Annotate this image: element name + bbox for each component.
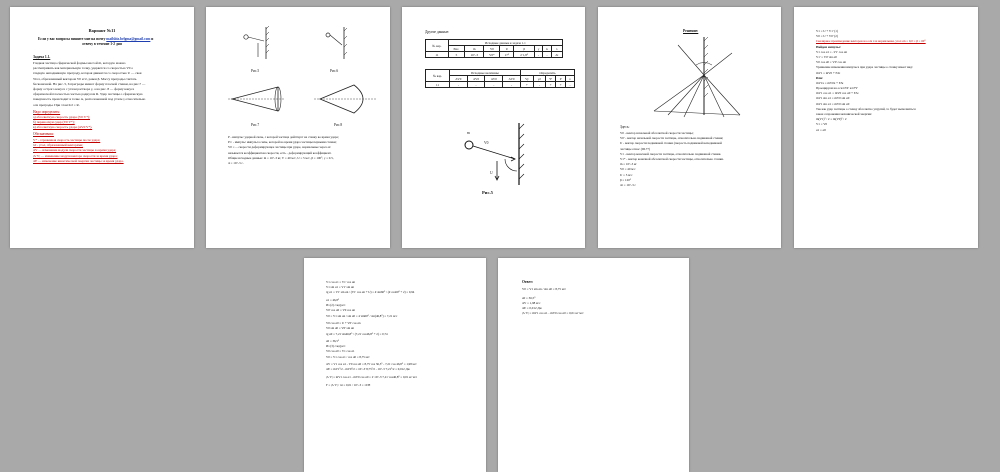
solution-heading: Решение:: [683, 29, 699, 33]
equation-line: mV1 = mV0 + FΔt: [816, 70, 841, 75]
equation-line: V1 cos α1 = -V1' cos αn: [816, 49, 848, 54]
legend-line: V1 - вектор конечной скорости частицы, относительно подвижной стенки.: [620, 151, 722, 156]
find-item: а) абсолютную скорость удара (V0 V*);: [33, 115, 90, 119]
equation-line: mV1 sin α1 = mV0 sin α0: [816, 101, 850, 106]
equation-line: V1 cos α1 = V1' cos αn: [326, 280, 356, 284]
table-cell: 2·1,8°: [514, 52, 534, 58]
task-line: Угол, образованный вектором V0 и U, равен β. Массу преграды считать: [33, 76, 137, 81]
equation-line: mV1 sin α1 = mV0 sin α0: [816, 96, 850, 101]
legend-line: β = 120°: [620, 177, 632, 182]
equation-line: Найдем импульс:: [816, 44, 842, 49]
equation-line: V1' = V0' sin α0: [816, 54, 837, 59]
solution-legend: [620, 131, 724, 188]
text-line: Δ = 10^-3 с.: [228, 160, 244, 165]
page-2-text: [228, 135, 339, 166]
answer-line: V0 = V1 sin αn / sin α0 = 8,75 м/с: [522, 287, 567, 291]
text-line: P∞ - импульс импульса силы, которой во время удара частицы первыми стенки;: [228, 140, 337, 145]
table-cell: Ψ: [545, 76, 556, 82]
equation-line: Так как удар частицы о стенку абсолютно упругий, то будет выполняться: [816, 106, 916, 111]
table-cell: ΔV0: [449, 76, 467, 82]
figure-7: [228, 79, 284, 119]
answer-line: ΔV = 1,98 м/с: [522, 300, 541, 305]
table-cell: β: [514, 46, 534, 52]
answer-heading: Ответ:: [522, 280, 534, 284]
equation-line: V0 cos α0 = U + V0' cos αn: [326, 321, 361, 326]
legend-line: U - вектор скорости подвижной стенки (скорость подвижной неподвижной: [620, 141, 722, 146]
table-cell: U: [500, 46, 514, 52]
text-line: называется коэффициентом скорости, есть - деформирующий коэффициент.: [228, 150, 332, 155]
page-3-heading: Другие данные:: [425, 30, 450, 34]
equation-line: Из (3) следует:: [326, 344, 346, 349]
equation-line: V1 = V0: [816, 122, 828, 127]
answer-line: ΔE = 0,012 Дж: [522, 305, 542, 310]
table-cell: +: [520, 82, 533, 88]
task-text: [33, 61, 145, 108]
task-line: гладкую неподвижную преграду, которая движется со скоростью U — своя: [33, 71, 142, 76]
figure-8: [314, 79, 376, 119]
page-title: Вариант №11: [88, 28, 116, 33]
equation-line: Уравнение изменения импульса при ударе частицы о стенку имеет вид:: [816, 65, 913, 70]
table-required-data: [425, 69, 575, 88]
equation-line: V0 sin α0 = V0' sin αn: [326, 326, 355, 331]
table-cell: -: [543, 52, 552, 58]
notation-item: |Δ·V| — изменение модуля вектора скорости за время удара;: [33, 153, 118, 158]
table-cell: 11: [426, 82, 450, 88]
table-cell: 17°: [500, 52, 514, 58]
legend-line: частицы относ (III.77): [620, 146, 651, 151]
table-cell: V0*: [484, 52, 500, 58]
figure-8-caption: Рис.8: [334, 123, 343, 127]
figure-6: [318, 25, 358, 65]
equation-line: V0 cos α0 = V0' cos αn: [816, 60, 846, 65]
table-cell: 10^-3: [465, 52, 484, 58]
text-line: P - импульс ударной силы, с которой частица действует на стенку во время удара;: [228, 135, 339, 139]
figure-6-caption: Рис.6: [330, 69, 339, 73]
velocity-diagram: [648, 35, 748, 120]
task-line: поверхность происходит в точке A, расположенной под углом γ относительно: [33, 97, 146, 102]
table-cell: λ: [551, 46, 562, 52]
equation-line: α0 = 36,5°: [326, 339, 340, 344]
equation-line: ΔE = mV1²/2 - mV0²/2 = 10^-3·8,75²/2 - 10^-3·7,21²/2 = 0,012 Дж: [326, 367, 410, 372]
table-cell: ΔV0: [467, 76, 485, 82]
answer-list: [522, 287, 584, 316]
table-cell: Vy: [520, 76, 533, 82]
table-group-header: Определить: [520, 70, 574, 76]
equation-line: V0 cos α0 = V1 cos α1: [326, 349, 355, 354]
figure-5-caption: Рис.5: [251, 69, 260, 73]
table-cell: V0: [484, 46, 500, 52]
page-5-equations: [816, 29, 926, 133]
legend-line: V0' - вектор начальной скорости частицы, относительно подвижной стенки;: [620, 136, 724, 141]
figure-7-caption: Рис.7: [251, 123, 260, 127]
text-line: V0 = ... скорости деформирующее частицы при ударе, нормальные через её: [228, 145, 331, 150]
equation-line: tg α1 = V1' sin αn / (V1' cos αn + U) = 4·sin60° / (4·cos60° + 2) = 0,94: [326, 290, 415, 295]
document-page-7: [498, 258, 689, 472]
figure-velocity-label: V0: [484, 141, 489, 145]
table-cell: ΔV0: [485, 76, 503, 82]
table-cell: ΔV0: [503, 76, 521, 82]
equation-line: F = |Δ·V| / Δt = 0,01 / 10^-3 = 10 Н: [326, 382, 371, 387]
table-cell: -: [449, 82, 467, 88]
table-group-header: Исходные величины: [449, 70, 520, 76]
table-cell: k: [543, 46, 552, 52]
page-6-equations: [326, 280, 417, 388]
contact-line-2: отвечу в течение 1-2 дня: [82, 42, 122, 46]
legend-line: V0 - вектор начальной абсолютной скорости частицы;: [620, 131, 694, 135]
equation-line: V0 = V1 sin αn / sin α0 = 4·sin60° / sin(46,8°) = 7,21 м/с: [326, 313, 398, 318]
table-cell: m: [465, 46, 484, 52]
find-list: [33, 115, 92, 131]
notation-item: λ0 - угол, образованный векторами;: [33, 143, 83, 148]
table-cell: -: [485, 82, 503, 88]
table-cell: № вар.: [426, 40, 449, 52]
table-cell: +: [556, 82, 566, 88]
solution-legend-heading: Здесь:: [620, 125, 630, 129]
answer-line: |Δ·V| = mV1 cos α1 - mV0 cos α0 = 0,01 кг·м/с: [522, 311, 584, 316]
table-cell: γ2: [533, 76, 545, 82]
legend-line: V0 = 40 м/с: [620, 167, 636, 172]
figure-wall-velocity-label: U: [490, 171, 493, 175]
notation-item: V* - отраженная скорость частицы после удара;: [33, 138, 101, 142]
notation-heading: Обозначения:: [33, 132, 54, 136]
table-cell: № вар.: [426, 70, 450, 82]
equation-line: Скалярное произведение векторов на оси x и нормальная, угол αn = 0,0 = β = 60°: [816, 39, 926, 44]
figure-caption: Рис.5: [482, 190, 493, 195]
task-line: бесконечной. На рис. 5, 6 преграды имеют форму плоской стенки, на рис.7 —: [33, 81, 146, 86]
table-group-header: Исходные данные к задаче 1.1: [448, 40, 562, 46]
figure-5-large: [457, 119, 537, 189]
task-line: Гладкая частица сферической формы массой m, которую можно: [33, 61, 126, 65]
document-page-4: [598, 7, 781, 248]
table-input-data: [425, 39, 563, 58]
equation-line: Проецируем на оси O'X' и O'Y': [816, 86, 858, 91]
table-cell: -: [467, 82, 485, 88]
equation-line: V0' cos α0 = V0 cos αn: [326, 308, 356, 313]
task-heading: Задача 1.1.: [33, 55, 51, 59]
equation-line: Или:: [816, 75, 824, 80]
equation-line: α1 = 46,8°: [326, 297, 340, 302]
table-cell: 5: [448, 52, 464, 58]
table-cell: +: [545, 82, 556, 88]
equation-line: ΔV = V1 cos α1 - V0 cos α0 = 8,75·cos 36,5° - 7,21·cos 46,8° = 1,98 м/с: [326, 362, 417, 367]
table-cell: P: [556, 76, 566, 82]
equation-line: V0 = V1 cos α1 / cos α0 = 8,75 м/с: [326, 354, 370, 359]
legend-line: m = 10^-3 кг: [620, 162, 637, 167]
table-cell: γ: [534, 46, 542, 52]
find-heading: Надо определить:: [33, 110, 61, 114]
equation-line: mV1x = mV0x + FΔt: [816, 80, 844, 85]
table-cell: -: [533, 82, 545, 88]
table-cell: -: [503, 82, 521, 88]
table-cell: Рис.: [448, 46, 464, 52]
document-page-6: [304, 258, 486, 472]
email-link[interactable]: mailsbiz.belgma@gmail.com: [106, 37, 151, 41]
document-page-2: [206, 7, 390, 248]
table-cell: Δt: [551, 52, 562, 58]
table-cell: -: [565, 82, 574, 88]
figure-5: [238, 25, 278, 65]
equation-line: Из (2) следует:: [326, 303, 346, 308]
document-page-3: [402, 7, 585, 248]
legend-line: Δt = 10^-3 с: [620, 182, 636, 187]
equation-line: V1 = U + V1' (1): [816, 29, 838, 33]
answer-line: α0 = 36,5°: [522, 295, 536, 300]
table-cell: λ: [565, 76, 574, 82]
document-page-1: [10, 7, 194, 248]
notation-item: ΔV — изменение модуля скорости частицы за время удара;: [33, 148, 117, 153]
task-line: рассматривать как материальную точку, ударяется со скоростью V0 о: [33, 66, 134, 71]
equation-line: V0 = U + V0' (2): [816, 34, 838, 39]
document-page-5: [794, 7, 978, 248]
table-cell: -: [534, 52, 542, 58]
equation-line: tg α0 = 7,21·sin46,8° / (7,21·cos46,8° + 2) = 0,74: [326, 331, 388, 336]
notation-item: ΔE — изменение кинетической энергии частицы за время удара.: [33, 158, 124, 163]
legend-line: U = 5 м/с: [620, 172, 633, 177]
task-line: сферической плоскостью частью радиусом R. Удар частицы о сферическую: [33, 92, 143, 97]
find-item: б) переносную удар (V0 V*);: [33, 120, 75, 125]
equation-line: α1 = α0: [816, 127, 826, 132]
find-item: в) абсолютную скорость удара (ΔV0 V*).: [33, 125, 93, 130]
legend-line: V1* - вектор конечной абсолютной скорости частицы, относительно стенки.: [620, 156, 724, 161]
equation-line: |Δ·V| = mV1 cos α1 - mV0 cos α0 = 2·10^-3·7,21·cos46,8° = 0,01 кг·м/с: [326, 375, 418, 380]
figure-mass-label: m: [467, 131, 470, 135]
text-line: Общие исходные данные: m = 10^-3 кг, V = 40 м/с, U = 5 м/с, β = 100°, γ = 0.5,: [228, 155, 334, 160]
equation-line: закон сохранения механической энергии:: [816, 112, 872, 116]
contact-line: Если у вас вопросы пишите мне на почту mailsbiz.belgma@gmail.com и: [38, 37, 154, 41]
task-line: форму острого конуса с углом раствора γ, а на рис. 8 — форму конуса: [33, 86, 135, 91]
equation-line: mV1 cos α1 = mV0 cos α0 + FΔt: [816, 91, 859, 96]
notation-list: [33, 138, 124, 164]
equation-line: m(V1)² / 2 = m(V0)² / 2: [816, 117, 847, 122]
equation-line: V1 sin α1 = V1' sin αn: [326, 285, 355, 290]
table-cell: 11: [426, 52, 449, 58]
task-line: оси преграды. При этом h/2 = R.: [33, 102, 80, 107]
